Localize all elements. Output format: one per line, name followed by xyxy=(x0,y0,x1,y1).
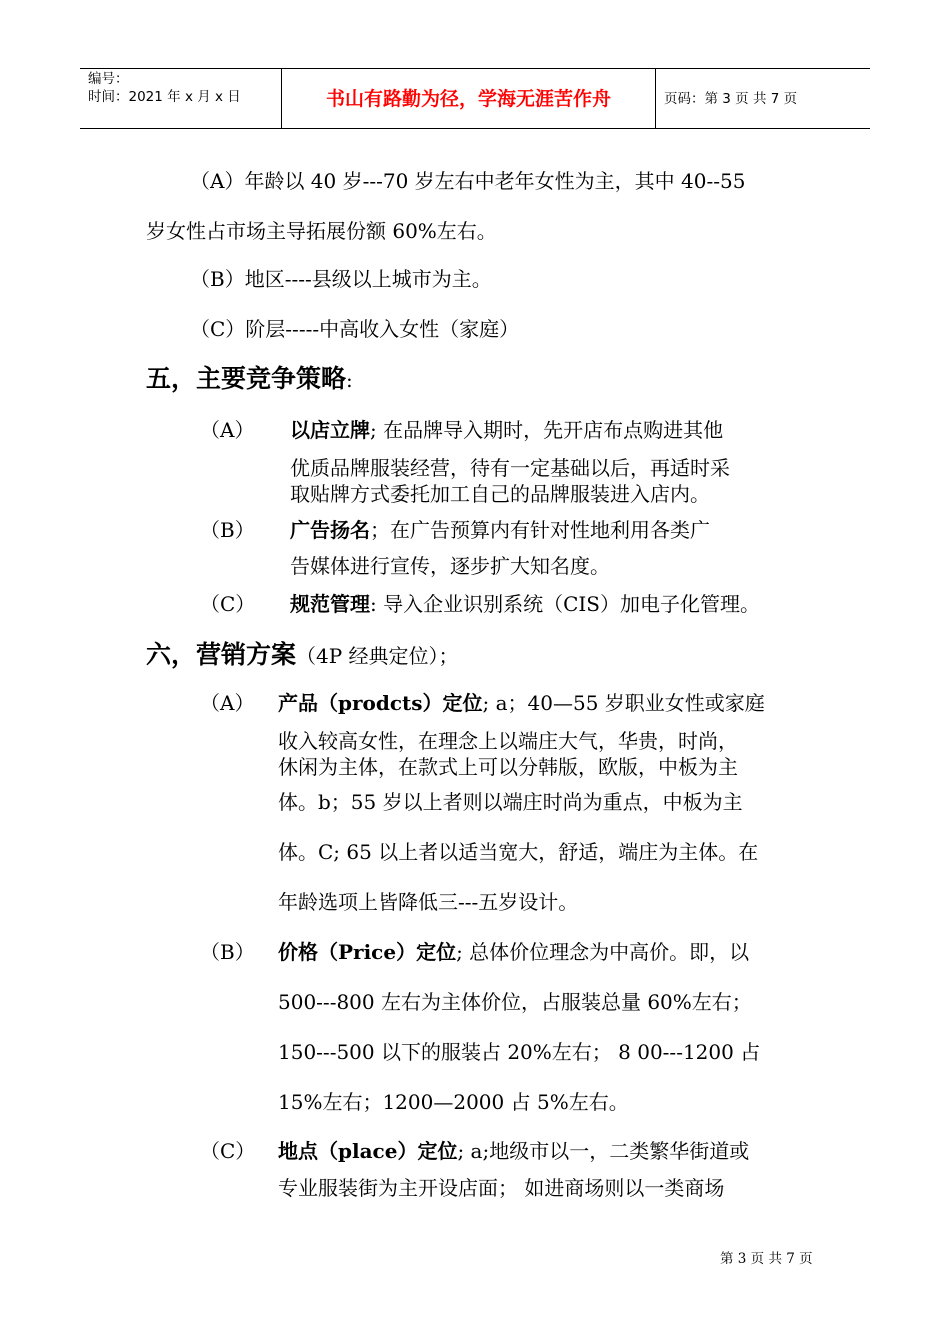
header-number-label: 编号： xyxy=(88,71,129,87)
section-5-item-b-line-1 xyxy=(290,517,710,543)
section-6-item-c-label: （C） xyxy=(200,1139,256,1163)
section-5-item-a-line-2: 优质品牌服装经营，待有一定基础以后，再适时采 xyxy=(290,456,730,480)
header-divider-2 xyxy=(655,69,656,129)
section-6-item-c-text: ; a;地级市以一，二类繁华街道或 xyxy=(457,1139,750,1163)
section-6-item-a-line-3: 休闲为主体，在款式上可以分韩版，欧版，中板为主 xyxy=(278,755,738,779)
header-time-label: 时间：2021 年 x 月 x 日 xyxy=(88,89,241,105)
section-5-item-a-line-1 xyxy=(290,417,723,443)
intro-b: （B）地区----县级以上城市为主。 xyxy=(190,267,492,291)
section-6-item-b-line-1 xyxy=(278,939,749,965)
section-6-item-a-line-6: 年龄选项上皆降低三---五岁设计。 xyxy=(278,890,579,914)
section-5-heading xyxy=(146,364,353,395)
intro-a-line-2: 岁女性占市场主导拓展份额 60%左右。 xyxy=(146,219,497,243)
section-6-item-a-keyword: 产品（prodcts）定位 xyxy=(278,691,483,715)
section-5-item-c-label: （C） xyxy=(200,592,256,616)
section-6-item-a-line-1 xyxy=(278,690,765,716)
section-5-item-b-keyword: 广告扬名 xyxy=(290,518,370,542)
section-5-item-c-keyword: 规范管理 xyxy=(290,592,370,616)
section-6-item-b-line-2: 500---800 左右为主体价位，占服装总量 60%左右； xyxy=(278,990,752,1014)
section-5-item-b-line-2: 告媒体进行宣传，逐步扩大知名度。 xyxy=(290,554,610,578)
section-5-item-b-text: ；在广告预算内有针对性地利用各类广 xyxy=(370,518,710,542)
section-5-item-a-keyword: 以店立牌 xyxy=(290,418,370,442)
header-page-label: 页码：第 3 页 共 7 页 xyxy=(664,91,798,107)
header-motto: 书山有路勤为径，学海无涯苦作舟 xyxy=(325,88,611,110)
section-6-item-a-line-4: 体。b；55 岁以上者则以端庄时尚为重点，中板为主 xyxy=(278,790,743,814)
section-5-item-c-line-1 xyxy=(290,591,760,617)
section-6-title: 六，营销方案 xyxy=(146,640,297,669)
section-5-item-c-text: : 导入企业识别系统（CIS）加电子化管理。 xyxy=(370,592,760,616)
header-top-rule xyxy=(80,68,870,69)
section-6-item-b-text: ; 总体价位理念为中高价。即，以 xyxy=(456,940,750,964)
section-5-item-b-label: （B） xyxy=(200,518,255,542)
section-6-item-a-text: ; a；40—55 岁职业女性或家庭 xyxy=(482,691,765,715)
section-5-item-a-line-3: 取贴牌方式委托加工自己的品牌服装进入店内。 xyxy=(290,482,710,506)
intro-a-line-1: （A）年龄以 40 岁---70 岁左右中老年女性为主，其中 40--55 xyxy=(190,169,746,193)
section-6-title-suffix: （4P 经典定位）； xyxy=(296,644,459,668)
section-5-item-a-text: ; 在品牌导入期时，先开店布点购进其他 xyxy=(370,418,724,442)
footer-page-number: 第 3 页 共 7 页 xyxy=(720,1251,813,1267)
section-6-item-b-label: （B） xyxy=(200,940,255,964)
section-5-title-suffix: : xyxy=(346,368,353,392)
section-6-item-c-line-1 xyxy=(278,1138,749,1164)
section-5-item-a-label: （A） xyxy=(200,418,255,442)
header-bottom-rule xyxy=(80,128,870,129)
section-6-item-a-label: （A） xyxy=(200,691,255,715)
section-6-item-b-line-4: 15%左右；1200—2000 占 5%左右。 xyxy=(278,1090,629,1114)
section-6-heading xyxy=(146,640,459,671)
section-6-item-a-line-2: 收入较高女性，在理念上以端庄大气，华贵，时尚， xyxy=(278,729,738,753)
section-6-item-b-line-3: 150---500 以下的服装占 20%左右； 8 00---1200 占 xyxy=(278,1040,761,1064)
section-5-title: 五，主要竞争策略 xyxy=(146,364,347,393)
section-6-item-c-line-2: 专业服装街为主开设店面； 如进商场则以一类商场 xyxy=(278,1176,725,1200)
section-6-item-c-keyword: 地点（place）定位 xyxy=(278,1139,458,1163)
section-6-item-a-line-5: 体。C; 65 以上者以适当宽大，舒适，端庄为主体。在 xyxy=(278,840,759,864)
section-6-item-b-keyword: 价格（Price）定位 xyxy=(278,940,457,964)
intro-c: （C）阶层-----中高收入女性（家庭） xyxy=(190,317,520,341)
